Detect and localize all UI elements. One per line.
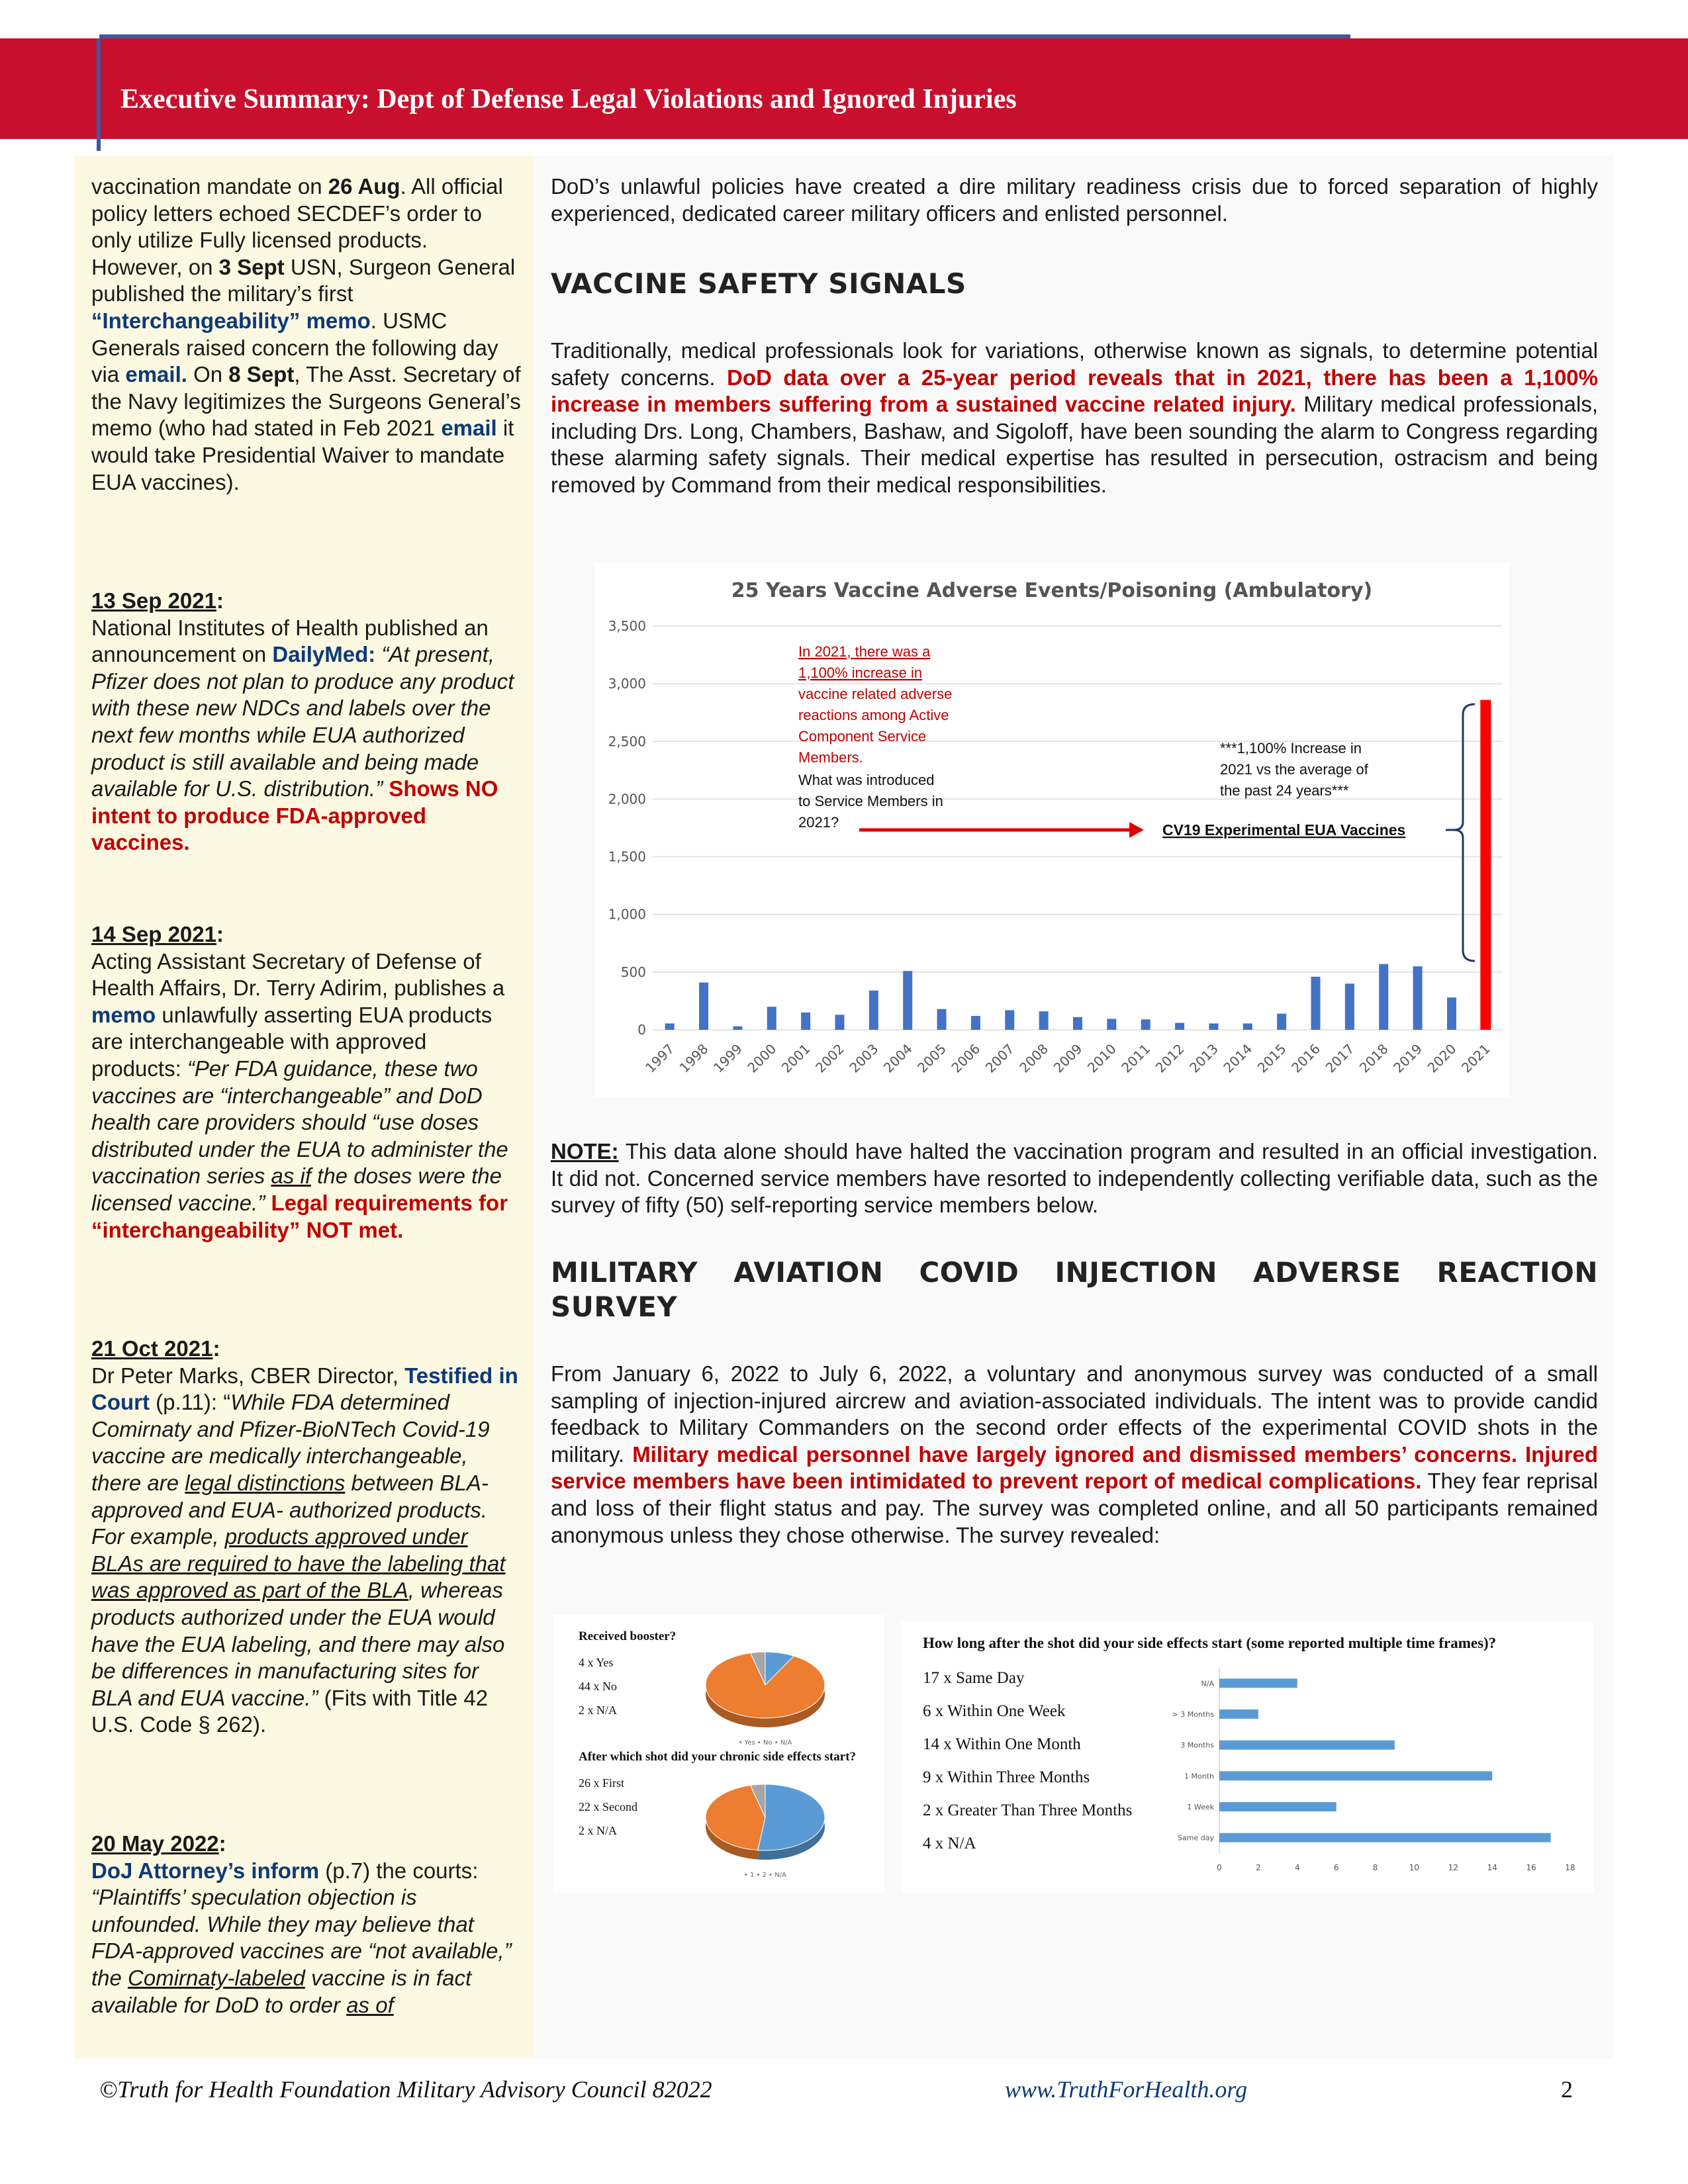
entry-text: (Fits with Title 42 U.S. Code § 262). bbox=[91, 1685, 489, 1737]
bar bbox=[1277, 1014, 1286, 1030]
chronic-pie-legend: • 1 • 2 • N/A bbox=[743, 1872, 787, 1879]
bar bbox=[1413, 966, 1423, 1030]
x-tick-label: 2021 bbox=[1458, 1040, 1493, 1076]
intro-text: vaccination mandate on bbox=[91, 174, 328, 199]
entry-text: National Institutes of Health published an announcement on bbox=[91, 615, 489, 667]
annotation-question: 2021? bbox=[798, 814, 839, 831]
bar bbox=[1447, 997, 1456, 1030]
bar bbox=[835, 1015, 844, 1030]
annotation-red: reactions among Active bbox=[798, 707, 949, 723]
bar bbox=[665, 1023, 675, 1030]
note-label: NOTE: bbox=[551, 1139, 619, 1163]
x-tick-label: 2008 bbox=[1016, 1040, 1052, 1076]
x-tick-label: 2004 bbox=[880, 1040, 915, 1076]
y-tick-label: 1,000 bbox=[608, 906, 646, 923]
timeline-entry-14-sep: 14 Sep 2021: Acting Assistant Secretary of Defense of Health Affairs, Dr. Terry Adirim, publishes a memo unlawfully asserting EUA products are interchangeable with approved products: “Per FDA guidance, these two vaccines are “interchangeable” and DoD health care providers should “use doses distributed under the EUA to administer the vaccination series as if the doses were the licensed vaccine.” Legal requirements for “interchangeability” NOT met. bbox=[91, 922, 508, 1242]
booster-title: Received booster? bbox=[579, 1629, 677, 1643]
entry-emphasis: Legal requirements for “interchangeability” NOT met. bbox=[91, 1190, 508, 1242]
y-tick-label: 2,500 bbox=[608, 733, 646, 750]
onset-x-tick: 16 bbox=[1526, 1863, 1536, 1872]
x-tick-label: 1998 bbox=[676, 1040, 712, 1076]
intro-text: . USMC Generals raised concern the following day via bbox=[91, 308, 498, 387]
entry-date: 21 Oct 2021 bbox=[91, 1336, 213, 1361]
intro-date: 8 Sept bbox=[228, 362, 295, 387]
feb-email-link[interactable]: email bbox=[441, 416, 497, 441]
header-accent-edge bbox=[97, 38, 101, 151]
entry-quote: “Plaintiffs’ speculation objection is unfounded. While they may believe that FDA-approved vaccines are “not available,” the bbox=[91, 1885, 512, 1990]
x-tick-label: 2009 bbox=[1050, 1040, 1086, 1076]
bar bbox=[869, 991, 878, 1030]
note-paragraph bbox=[551, 1138, 1598, 1219]
paragraph-text: This data alone should have halted the vaccination program and resulted in an official investigation. It did not. Concerned service members have resorted to independently collecting verifiable data, such as the survey of fifty (50) self-reporting service members below. bbox=[551, 1139, 1598, 1218]
y-tick-label: 1,500 bbox=[608, 848, 646, 865]
entry-text: (p.7) the courts: bbox=[319, 1858, 479, 1883]
x-tick-label: 2018 bbox=[1356, 1040, 1391, 1076]
x-tick-label: 2013 bbox=[1186, 1040, 1221, 1076]
bar bbox=[699, 983, 708, 1030]
onset-item: 14 x Within One Month bbox=[923, 1735, 1081, 1753]
x-tick-label: 2001 bbox=[778, 1040, 814, 1076]
onset-category-label: > 3 Months bbox=[1172, 1710, 1214, 1719]
paragraph-text: They fear reprisal and loss of their flight status and pay. The survey was completed online, and all 50 participants remained anonymous unless they chose otherwise. The survey revealed: bbox=[551, 1469, 1598, 1547]
y-tick-label: 3,000 bbox=[608, 676, 646, 692]
annotation-question: What was introduced bbox=[798, 772, 935, 788]
bar bbox=[1345, 983, 1354, 1030]
dailymed-link[interactable]: DailyMed: bbox=[272, 642, 376, 667]
adverse-events-chart bbox=[594, 563, 1509, 1097]
onset-bar bbox=[1219, 1678, 1297, 1688]
x-tick-label: 2015 bbox=[1254, 1040, 1289, 1076]
intro-date: 3 Sept bbox=[218, 254, 285, 279]
y-tick-label: 0 bbox=[637, 1022, 646, 1038]
testified-in-court-link[interactable]: Testified in Court bbox=[91, 1363, 518, 1415]
annotation-arrow-label: CV19 Experimental EUA Vaccines bbox=[1162, 821, 1406, 839]
intro-text: it would take Presidential Waiver to mandate EUA vaccines). bbox=[91, 416, 514, 494]
y-tick-label: 2,000 bbox=[608, 791, 646, 807]
entry-quote: between BLA-approved and EUA- authorized products. For example, bbox=[91, 1470, 489, 1549]
entry-date: 20 May 2022 bbox=[91, 1831, 219, 1856]
bar bbox=[903, 971, 912, 1030]
intro-text: , The Asst. Secretary of the Navy legitimizes the Surgeons General’s memo (who had stated in Feb 2021 bbox=[91, 362, 521, 441]
x-tick-label: 2005 bbox=[914, 1040, 950, 1076]
booster-pie bbox=[699, 1641, 865, 1747]
onset-category-label: Same day bbox=[1178, 1833, 1214, 1843]
entry-date: 13 Sep 2021 bbox=[91, 588, 216, 613]
bar bbox=[767, 1007, 776, 1030]
onset-category-label: 1 Week bbox=[1187, 1803, 1214, 1811]
entry-quote: “Per FDA guidance, these two vaccines are “interchangeable” and DoD health care providers should “use doses distributed under the EUA to administer the vaccination series bbox=[91, 1056, 508, 1189]
paragraph-emphasis: Military medical personnel have largely ignored and dismissed members’ concerns. Injured service members have been intimidated to prevent report of medical complications. bbox=[551, 1441, 1598, 1494]
intro-text: USN, Surgeon General published the military’s first bbox=[91, 254, 516, 306]
onset-x-tick: 14 bbox=[1487, 1863, 1497, 1872]
annotation-increase: the past 24 years*** bbox=[1220, 782, 1349, 799]
bar bbox=[1209, 1023, 1218, 1030]
onset-bar-chart bbox=[1153, 1655, 1583, 1886]
onset-title: How long after the shot did your side effects start (some reported multiple time frames)? bbox=[923, 1635, 1497, 1651]
entry-date: 14 Sep 2021 bbox=[91, 922, 216, 946]
paragraph-text: Military medical professionals, including Drs. Long, Chambers, Bashaw, and Sigoloff, have been sounding the alarm to Congress regarding these alarming safety signals. Their medical expertise has resulted in persecution, ostracism and being removed by Command from their medical responsibilities. bbox=[551, 392, 1598, 497]
entry-emphasis: Shows NO intent to produce FDA-approved vaccines. bbox=[91, 776, 498, 855]
bar bbox=[1141, 1019, 1150, 1030]
page-title: Executive Summary: Dept of Defense Legal Violations and Ignored Injuries bbox=[120, 84, 1017, 114]
paragraph-text: From January 6, 2022 to July 6, 2022, a voluntary and anonymous survey was conducted of a small sampling of injection-injured aircrew and aviation-associated individuals. The intent was to provide candid feedback to Military Commanders on the second order effects of the experimental COVID shots in the military. bbox=[551, 1361, 1598, 1467]
booster-pie-legend: • Yes • No • N/A bbox=[738, 1739, 792, 1747]
annotation-red: vaccine related adverse bbox=[798, 686, 953, 702]
timeline-entry-13-sep: 13 Sep 2021: National Institutes of Health published an announcement on DailyMed: “At present, Pfizer does not plan to produce any product with these new NDCs and labels over the next few months while EUA authorized product is still available and being made available for U.S. distribution.” Shows NO intent to produce FDA-approved vaccines. bbox=[91, 588, 514, 855]
footer-copyright: ©Truth for Health Foundation Military Advisory Council 82022 bbox=[99, 2076, 712, 2103]
entry-quote: the doses were the licensed vaccine.” bbox=[91, 1163, 502, 1215]
annotation-red: In 2021, there was a bbox=[798, 643, 931, 660]
entry-quote: “At present, Pfizer does not plan to produce any product with these new NDCs and labels over the next few months while EUA authorized product is still available and being made available for U.S. distribution.” bbox=[91, 642, 514, 801]
survey-paragraph bbox=[551, 1361, 1598, 1549]
x-tick-label: 1997 bbox=[642, 1040, 678, 1076]
onset-x-tick: 10 bbox=[1409, 1863, 1420, 1872]
entry-quote: vaccine is in fact available for DoD to order bbox=[91, 1965, 472, 2017]
adirim-memo-link[interactable]: memo bbox=[91, 1002, 156, 1027]
onset-item: 6 x Within One Week bbox=[923, 1702, 1066, 1720]
footer-website-link[interactable]: www.TruthForHealth.org bbox=[1005, 2076, 1248, 2103]
header-accent-line bbox=[99, 34, 1350, 38]
survey-pies-panel bbox=[553, 1615, 884, 1893]
entry-text: unlawfully asserting EUA products are interchangeable with approved products: bbox=[91, 1002, 492, 1081]
chart-title: 25 Years Vaccine Adverse Events/Poisoning (Ambulatory) bbox=[731, 579, 1373, 602]
x-tick-label: 2017 bbox=[1322, 1040, 1358, 1076]
onset-x-tick: 0 bbox=[1217, 1863, 1222, 1872]
bar bbox=[937, 1009, 947, 1030]
onset-x-tick: 2 bbox=[1256, 1863, 1261, 1872]
onset-bar bbox=[1219, 1709, 1258, 1719]
survey-heading: MILITARY AVIATION COVID INJECTION ADVERSE REACTION bbox=[551, 1256, 1598, 1289]
entry-text: (p.11): “ bbox=[149, 1390, 231, 1415]
page-number: 2 bbox=[1561, 2076, 1573, 2103]
booster-item: 4 x Yes bbox=[579, 1656, 614, 1669]
annotation-increase: ***1,100% Increase in bbox=[1220, 740, 1362, 756]
annotation-bracket bbox=[1454, 704, 1475, 961]
booster-item: 44 x No bbox=[579, 1680, 617, 1693]
y-tick-label: 3,500 bbox=[608, 618, 646, 634]
entry-quote: , whereas products authorized under the EUA would have the EUA labeling, and there may also be differences in manufacturing sites for BLA and EUA vaccine.” bbox=[91, 1578, 505, 1710]
usmc-email-link[interactable]: email. bbox=[125, 362, 187, 387]
timeline-entry-21-oct: 21 Oct 2021: Dr Peter Marks, CBER Director, Testified in Court (p.11): “While FDA determined Comirnaty and Pfizer-BioNTech Covid-19 vaccine are medically interchangeable, there are legal distinctions between BLA-approved and EUA- authorized products. For example, products approved under BLAs are required to have the labeling that was approved as part of the BLA, whereas products authorized under the EUA would have the EUA labeling, and there may also be differences in manufacturing sites for BLA and EUA vaccine.” (Fits with Title 42 U.S. Code § 262). bbox=[91, 1336, 518, 1737]
onset-bar bbox=[1219, 1741, 1395, 1750]
y-tick-label: 500 bbox=[620, 964, 646, 980]
bar bbox=[1379, 964, 1388, 1030]
onset-item: 9 x Within Three Months bbox=[923, 1768, 1090, 1786]
chronic-title: After which shot did your chronic side effects start? bbox=[579, 1750, 857, 1764]
bar bbox=[1073, 1017, 1082, 1030]
onset-bar bbox=[1219, 1833, 1551, 1843]
survey-heading-line2: SURVEY bbox=[551, 1291, 678, 1323]
annotation-increase: 2021 vs the average of bbox=[1220, 761, 1368, 778]
chronic-pie bbox=[699, 1774, 865, 1880]
annotation-red: Members. bbox=[798, 749, 863, 766]
x-tick-label: 2014 bbox=[1220, 1040, 1256, 1076]
bar bbox=[1039, 1011, 1049, 1030]
vaccine-safety-heading: VACCINE SAFETY SIGNALS bbox=[551, 267, 966, 300]
x-tick-label: 2011 bbox=[1118, 1040, 1154, 1076]
chronic-item: 26 x First bbox=[579, 1776, 625, 1790]
onset-x-tick: 12 bbox=[1448, 1863, 1458, 1872]
chronic-item: 22 x Second bbox=[579, 1800, 637, 1813]
x-tick-label: 2003 bbox=[846, 1040, 882, 1076]
bar bbox=[1311, 977, 1321, 1030]
x-tick-label: 2012 bbox=[1152, 1040, 1188, 1076]
entry-quote-underline: legal distinctions bbox=[185, 1470, 346, 1495]
sidebar-intro bbox=[91, 173, 522, 496]
bar bbox=[1005, 1010, 1014, 1030]
x-tick-label: 2006 bbox=[948, 1040, 984, 1076]
annotation-red: Component Service bbox=[798, 728, 927, 745]
survey-onset-panel bbox=[902, 1621, 1593, 1893]
bar bbox=[971, 1016, 980, 1030]
onset-item: 17 x Same Day bbox=[923, 1669, 1025, 1687]
bar bbox=[1480, 700, 1491, 1030]
bar bbox=[1243, 1023, 1252, 1030]
bar bbox=[801, 1013, 810, 1030]
annotation-red: 1,100% increase in bbox=[798, 664, 923, 681]
bar bbox=[733, 1026, 742, 1030]
intro-paragraph: DoD’s unlawful policies have created a dire military readiness crisis due to forced separation of highly experienced, dedicated career military officers and enlisted personnel. bbox=[551, 174, 1598, 226]
chronic-item: 2 x N/A bbox=[579, 1824, 617, 1837]
x-tick-label: 2002 bbox=[812, 1040, 848, 1076]
onset-x-tick: 18 bbox=[1565, 1863, 1575, 1872]
onset-x-tick: 6 bbox=[1333, 1863, 1339, 1872]
onset-item: 2 x Greater Than Three Months bbox=[923, 1801, 1133, 1819]
entry-quote-underline: products approved under BLAs are required to have the labeling that was approved as part of the BLA bbox=[91, 1524, 506, 1603]
intro-date: 26 Aug bbox=[328, 174, 400, 199]
entry-text: Dr Peter Marks, CBER Director, bbox=[91, 1363, 405, 1388]
interchangeability-memo-link[interactable]: “Interchangeability” memo bbox=[91, 308, 371, 333]
annotation-arrowhead bbox=[1129, 822, 1144, 838]
onset-x-tick: 8 bbox=[1372, 1863, 1378, 1872]
x-tick-label: 2020 bbox=[1424, 1040, 1460, 1076]
onset-item: 4 x N/A bbox=[923, 1835, 976, 1852]
annotation-question: to Service Members in bbox=[798, 793, 943, 809]
entry-quote-underline: as of bbox=[346, 1992, 394, 2017]
paragraph-text: Traditionally, medical professionals look for variations, otherwise known as signals, to determine potential safety concerns. bbox=[551, 338, 1598, 390]
safety-paragraph bbox=[551, 338, 1598, 499]
entry-quote-underline: Comirnaty-labeled bbox=[128, 1965, 305, 1990]
x-tick-label: 2019 bbox=[1390, 1040, 1426, 1076]
entry-quote-underline: as if bbox=[271, 1163, 311, 1189]
onset-category-label: N/A bbox=[1201, 1679, 1214, 1688]
x-tick-label: 2016 bbox=[1288, 1040, 1324, 1076]
doj-inform-link[interactable]: DoJ Attorney’s inform bbox=[91, 1858, 320, 1883]
entry-quote: While FDA determined Comirnaty and Pfizer-BioNTech Covid-19 vaccine are medically interchangeable, there are bbox=[91, 1390, 490, 1495]
onset-category-label: 3 Months bbox=[1180, 1741, 1214, 1750]
x-tick-label: 2007 bbox=[982, 1040, 1017, 1076]
entry-text: Acting Assistant Secretary of Defense of Health Affairs, Dr. Terry Adirim, publishes a bbox=[91, 948, 505, 1001]
booster-item: 2 x N/A bbox=[579, 1704, 617, 1717]
x-tick-label: 2010 bbox=[1084, 1040, 1119, 1076]
onset-bar bbox=[1219, 1802, 1336, 1811]
bar bbox=[1175, 1023, 1184, 1030]
timeline-entry-20-may: 20 May 2022: DoJ Attorney’s inform (p.7) the courts: “Plaintiffs’ speculation objection is unfounded. While they may believe that FDA-approved vaccines are “not available,” the Comirnaty-labeled vaccine is in fact available for DoD to order as of bbox=[91, 1831, 512, 2017]
x-tick-label: 2000 bbox=[744, 1040, 780, 1076]
intro-text: . All official policy letters echoed SECDEF’s order to only utilize Fully licensed products. However, on bbox=[91, 174, 503, 279]
x-tick-label: 1999 bbox=[710, 1040, 745, 1076]
onset-category-label: 1 Month bbox=[1184, 1772, 1214, 1781]
intro-text: On bbox=[187, 362, 229, 387]
onset-bar bbox=[1219, 1771, 1492, 1780]
bar bbox=[1107, 1019, 1116, 1030]
adverse-events-chart-svg bbox=[594, 563, 1509, 1097]
onset-x-tick: 4 bbox=[1294, 1863, 1300, 1872]
paragraph-emphasis: DoD data over a 25-year period reveals that in 2021, there has been a 1,100% increase in members suffering from a sustained vaccine related injury. bbox=[551, 365, 1598, 417]
